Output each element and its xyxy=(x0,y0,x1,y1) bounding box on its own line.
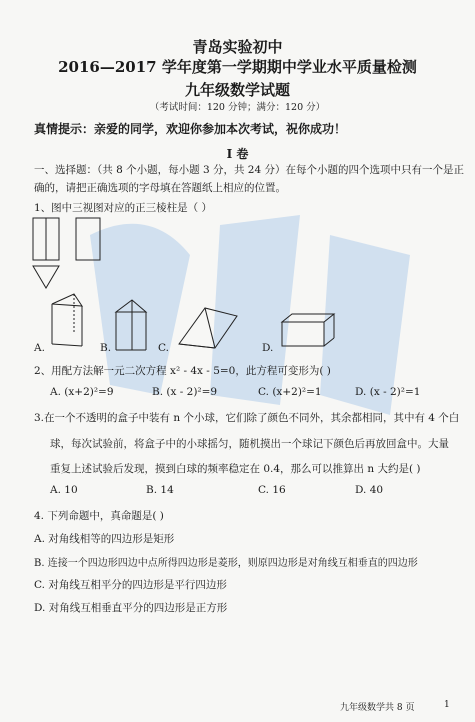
q3-option-d: D. 40 xyxy=(355,484,384,496)
q4-option-a: A. 对角线相等的四边形是矩形 xyxy=(34,533,175,545)
q3-option-b: B. 14 xyxy=(146,484,174,496)
q3-line3: 重复上述试验后发现，摸到白球的频率稳定在 0.4，那么可以推算出 n 大约是( ) xyxy=(50,463,421,475)
footer-page-number: 1 xyxy=(444,700,450,710)
prism-b xyxy=(112,298,152,354)
q3-option-a: A. 10 xyxy=(50,484,78,496)
q2-option-d: D. (x - 2)²=1 xyxy=(355,386,421,398)
exam-title: 九年级数学试题 xyxy=(184,81,290,99)
exam-info: （考试时间：120 分钟；满分：120 分） xyxy=(149,102,326,113)
school-name: 青岛实验初中 xyxy=(192,38,283,56)
prism-c xyxy=(175,304,245,352)
q4-option-c: C. 对角线互相平分的四边形是平行四边形 xyxy=(34,579,227,591)
q2-option-b: B. (x - 2)²=9 xyxy=(152,386,218,398)
prism-a xyxy=(44,292,89,352)
q1-option-b: B. xyxy=(100,342,112,354)
q2-option-c: C. (x+2)²=1 xyxy=(258,386,322,398)
q1-option-d: D. xyxy=(262,342,274,354)
q1-option-a: A. xyxy=(34,342,45,354)
q4-stem: 4. 下列命题中，真命题是( ) xyxy=(34,510,164,522)
q2-stem: 2、用配方法解一元二次方程 x² - 4x - 5=0，此方程可变形为( ) xyxy=(34,365,331,377)
section1-line1: 一、选择题：（共 8 个小题，每小题 3 分，共 24 分）在每个小题的四个选项中只有一个是正 xyxy=(34,164,464,176)
footer-pages: 九年级数学共 8 页 xyxy=(340,703,415,713)
exam-term: 2016—2017 学年度第一学期期中学业水平质量检测 xyxy=(58,58,417,76)
q4-option-b: B. 连接一个四边形四边中点所得四边形是菱形，则原四边形是对角线互相垂直的四边形 xyxy=(34,558,418,569)
greeting-tip: 真情提示：亲爱的同学，欢迎你参加本次考试，祝你成功！ xyxy=(34,122,347,136)
q4-option-d: D. 对角线互相垂直平分的四边形是正方形 xyxy=(34,602,228,614)
q1-stem: 1、图中三视图对应的正三棱柱是（ ） xyxy=(34,202,213,214)
section1-line2: 确的，请把正确选项的字母填在答题纸上相应的位置。 xyxy=(34,182,286,194)
q3-line2: 球，每次试验前，将盒子中的小球摇匀，随机摸出一个球记下颜色后再放回盒中。大量 xyxy=(50,438,449,450)
q3-line1: 3.在一个不透明的盒子中装有 n 个小球，它们除了颜色不同外，其余都相同，其中有 4 个白 xyxy=(34,412,460,424)
prism-d xyxy=(278,312,338,350)
three-view-figure xyxy=(30,214,120,294)
q1-option-c: C. xyxy=(158,342,169,354)
volume-title: I 卷 xyxy=(226,147,249,161)
q2-option-a: A. (x+2)²=9 xyxy=(50,386,114,398)
q3-option-c: C. 16 xyxy=(258,484,286,496)
